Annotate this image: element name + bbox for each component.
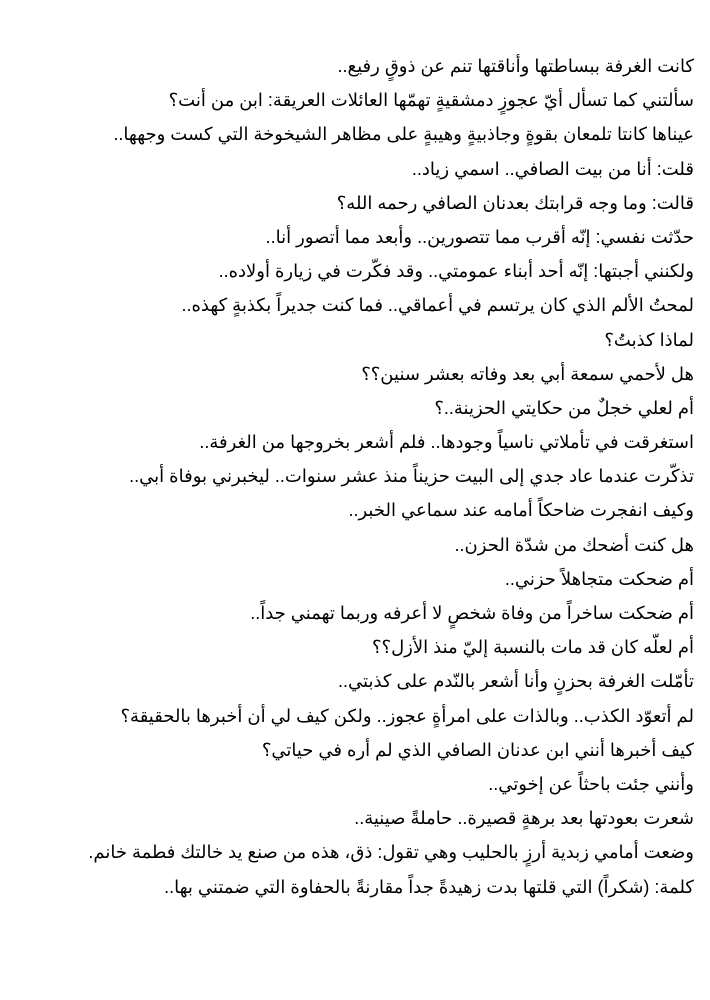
text-line: أم لعلّه كان قد مات بالنسبة إليّ منذ الأزل؟؟ xyxy=(371,637,694,658)
text-line: وكيف انفجرت ضاحكاً أمامه عند سماعي الخبر.. xyxy=(348,500,694,521)
text-line: قالت: وما وجه قرابتك بعدنان الصافي رحمه الله؟ xyxy=(336,192,694,213)
text-line: حدّثت نفسي: إنّه أقرب مما تتصورين.. وأبعد مما أتصور أنا.. xyxy=(265,226,694,247)
text-line: وأنني جئت باحثاً عن إخوتي.. xyxy=(488,773,694,794)
text-line: أم ضحكت ساخراً من وفاة شخصٍ لا أعرفه وربما تهمني جداً.. xyxy=(250,603,694,623)
text-line: وضعت أمامي زبدية أرزٍ بالحليب وهي تقول: ذق، هذه من صنع يد خالتك فطمة خانم. xyxy=(88,842,694,863)
text-line: هل لأحمي سمعة أبي بعد وفاته بعشر سنين؟؟ xyxy=(361,363,694,384)
text-line: أم لعلي خجلٌ من حكايتي الحزينة..؟ xyxy=(434,397,694,418)
text-line: استغرقت في تأملاتي ناسياً وجودها.. فلم أشعر بخروجها من الغرفة.. xyxy=(199,432,694,453)
text-line: لماذا كذبتُ؟ xyxy=(604,329,694,350)
text-line: ولكنني أجبتها: إنّه أحد أبناء عمومتي.. وقد فكّرت في زيارة أولاده.. xyxy=(218,261,694,282)
text-line: شعرت بعودتها بعد برهةٍ قصيرة.. حاملةً صينية.. xyxy=(354,808,694,829)
text-line: كانت الغرفة ببساطتها وأناقتها تنم عن ذوقٍ رفيع.. xyxy=(337,56,694,76)
text-line: سألتني كما تسأل أيّ عجوزٍ دمشقيةٍ تهمّها العائلات العريقة: ابن من أنت؟ xyxy=(168,90,694,111)
text-line: كيف أخبرها أنني ابن عدنان الصافي الذي لم أره في حياتي؟ xyxy=(261,739,694,760)
text-line: تأمّلت الغرفة بحزنٍ وأنا أشعر بالنّدم على كذبتي.. xyxy=(338,671,694,692)
text-line: لمحتُ الألم الذي كان يرتسم في أعماقي.. فما كنت جديراً بكذبةٍ كهذه.. xyxy=(181,295,694,316)
text-line: هل كنت أضحك من شدّة الحزن.. xyxy=(454,534,694,555)
document-page xyxy=(40,49,694,904)
text-line: أم ضحكت متجاهلاً حزني.. xyxy=(504,568,694,589)
text-line: كلمة: (شكراً) التي قلتها بدت زهيدةً جداً مقارنةً بالحفاوة التي ضمتني بها.. xyxy=(164,876,694,897)
text-line: عيناها كانتا تلمعان بقوةٍ وجاذبيةٍ وهيبةٍ على مظاهر الشيخوخة التي كست وجهها.. xyxy=(113,124,694,145)
text-line: لم أتعوّد الكذب.. وبالذات على امرأةٍ عجوز.. ولكن كيف لي أن أخبرها بالحقيقة؟ xyxy=(120,705,694,726)
text-line: قلت: أنا من بيت الصافي.. اسمي زياد.. xyxy=(411,158,694,179)
text-line: تذكّرت عندما عاد جدي إلى البيت حزيناً منذ عشر سنوات.. ليخبرني بوفاة أبي.. xyxy=(129,466,694,487)
